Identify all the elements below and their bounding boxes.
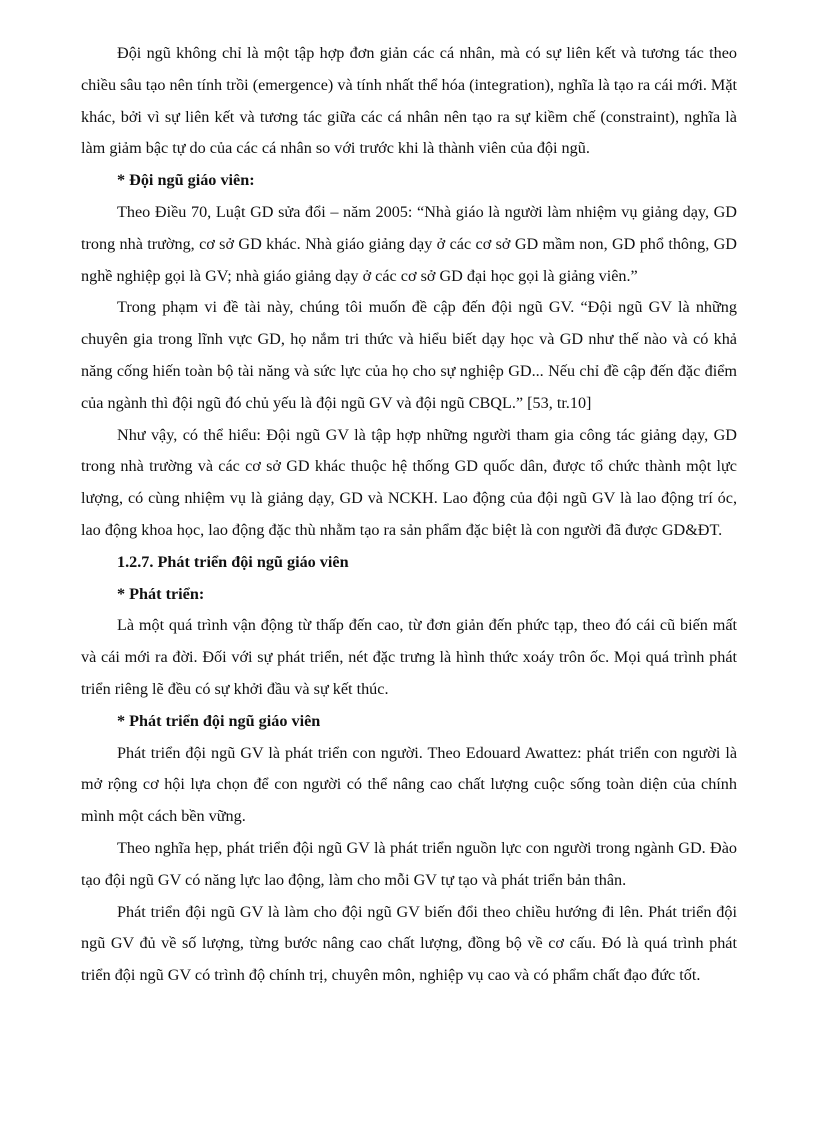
paragraph-understanding: Như vậy, có thể hiểu: Đội ngũ GV là tập hợp những người tham gia công tác giảng dạy, GD trong nhà trường và các cơ sở GD khác thuộc hệ thống GD quốc dân, được tổ chức thành một lực lượng, có cùng nhiệm vụ là giảng dạy, GD và NCKH. Lao động của đội ngũ GV là lao động trí óc, lao động khoa học, lao động đặc thù nhằm tạo ra sản phẩm đặc biệt là con người đã được GD&ĐT.: [81, 425, 737, 539]
document-page: [81, 38, 737, 992]
paragraph-upward-change: Phát triển đội ngũ GV là làm cho đội ngũ GV biến đổi theo chiều hướng đi lên. Phát triển đội ngũ GV đủ về số lượng, từng bước nâng cao chất lượng, đồng bộ về cơ cấu. Đó là quá trình phát triển đội ngũ GV có trình độ chính trị, chuyên môn, nghiệp vụ cao và có phẩm chất đạo đức tốt.: [81, 902, 737, 985]
paragraph-education-law: Theo Điều 70, Luật GD sửa đổi – năm 2005: “Nhà giáo là người làm nhiệm vụ giảng dạy, GD trong nhà trường, cơ sở GD khác. Nhà giáo giảng dạy ở các cơ sở GD mầm non, GD phổ thông, GD nghề nghiệp gọi là GV; nhà giáo giảng dạy ở các cơ sở GD đại học gọi là giảng viên.”: [81, 202, 737, 285]
heading-teacher-team: * Đội ngũ giáo viên:: [117, 171, 255, 190]
paragraph-development-definition: Là một quá trình vận động từ thấp đến cao, từ đơn giản đến phức tạp, theo đó cái cũ biến mất và cái mới ra đời. Đối với sự phát triển, nét đặc trưng là hình thức xoáy trôn ốc. Mọi quá trình phát triển riêng lẽ đều có sự khởi đầu và sự kết thúc.: [81, 616, 737, 698]
heading-teacher-development: * Phát triển đội ngũ giáo viên: [117, 711, 321, 730]
paragraph-narrow-sense: Theo nghĩa hẹp, phát triển đội ngũ GV là phát triển nguồn lực con người trong ngành GD. Đào tạo đội ngũ GV có năng lực lao động, làm cho mỗi GV tự tạo và phát triển bản thân.: [81, 838, 737, 889]
paragraph-scope: Trong phạm vi đề tài này, chúng tôi muốn đề cập đến đội ngũ GV. “Đội ngũ GV là những chuyên gia trong lĩnh vực GD, họ nắm tri thức và hiểu biết dạy học và GD như thế nào và có khả năng cống hiến toàn bộ tài năng và sức lực của họ cho sự nghiệp GD... Nếu chỉ đề cập đến đặc điểm của ngành thì đội ngũ đó chủ yếu là đội ngũ GV và đội ngũ CBQL.” [53, tr.10]: [81, 298, 737, 412]
paragraph-human-development: Phát triển đội ngũ GV là phát triển con người. Theo Edouard Awattez: phát triển con người là mở rộng cơ hội lựa chọn để con người có thể nâng cao chất lượng cuộc sống toàn diện của chính mình một cách bền vững.: [81, 743, 737, 826]
section-heading-1-2-7: 1.2.7. Phát triển đội ngũ giáo viên: [117, 552, 349, 571]
heading-development: * Phát triển:: [117, 584, 205, 603]
paragraph-definition-team: Đội ngũ không chỉ là một tập hợp đơn giản các cá nhân, mà có sự liên kết và tương tác theo chiều sâu tạo nên tính trồi (emergence) và tính nhất thể hóa (integration), nghĩa là tạo ra cái mới. Mặt khác, bởi vì sự liên kết và tương tác giữa các cá nhân nên tạo ra sự kiềm chế (constraint), nghĩa là làm giảm bậc tự do của các cá nhân so với trước khi là thành viên của đội ngũ.: [81, 44, 737, 158]
